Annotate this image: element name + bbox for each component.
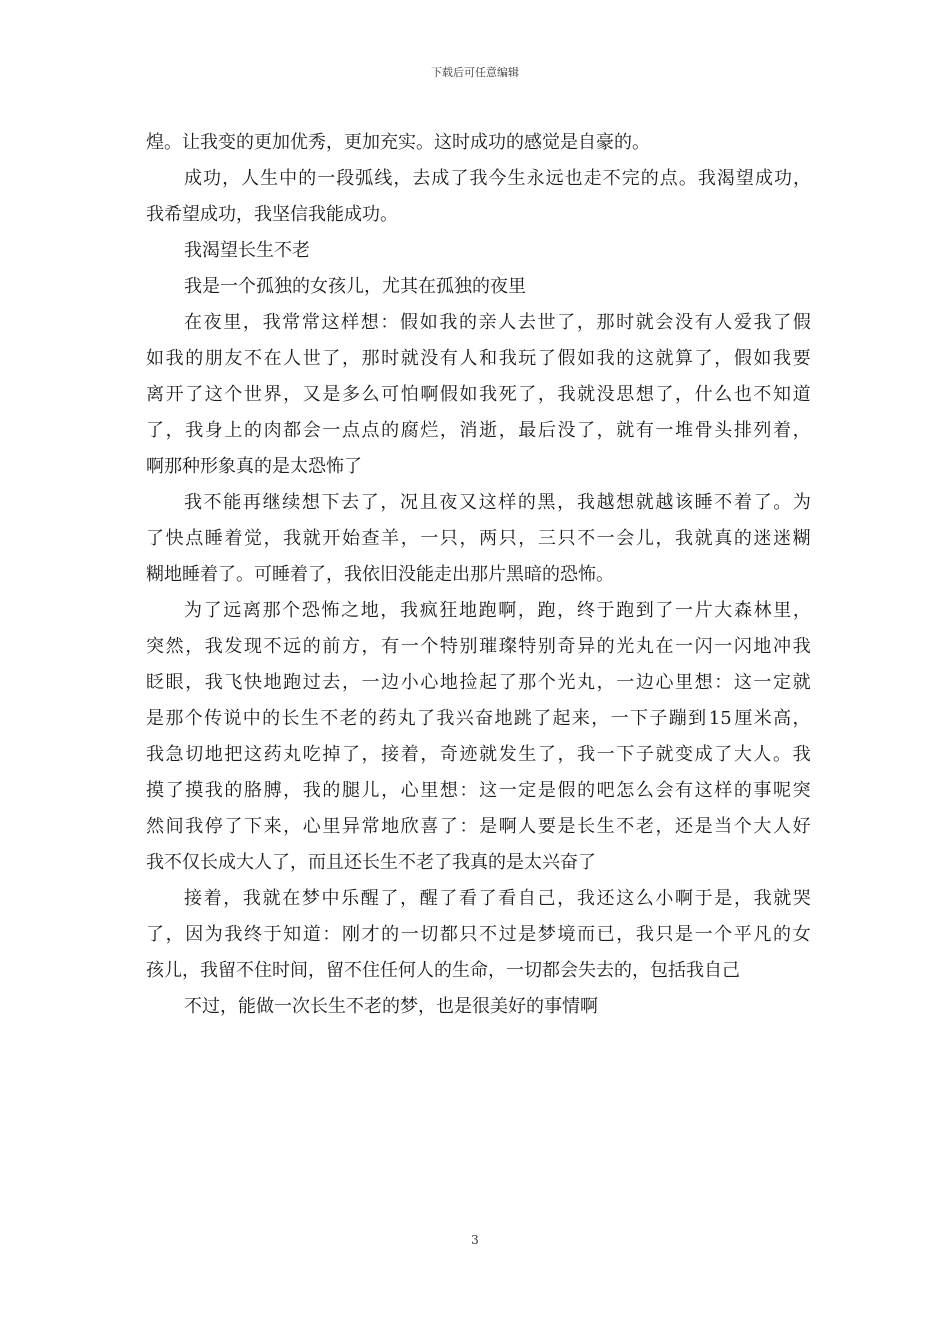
paragraph [146, 125, 811, 161]
text-line: 摸 了 摸 我 的 胳 膊 ， 我 的 腿 儿 ， 心 里 想 ： 这 一 定 是 假 的 吧 怎 么 会 有 这 样 的 事 呢 突 [146, 780, 811, 801]
text-line: 成 功 ， 人 生 中 的 一 段 弧 线 ， 去 成 了 我 今 生 永 远 也 走 不 完 的 点 。 我 渴 望 成 功 ， [184, 168, 811, 189]
text-line: 然 间 我 停 了 下 来 ， 心 里 异 常 地 欣 喜 了 ： 是 啊 人 要 是 长 生 不 老 ， 还 是 当 个 大 人 好 [146, 816, 811, 837]
paragraph [146, 989, 811, 1025]
text-line: 啊那种形象真的是太恐怖了 [146, 456, 362, 477]
text-line: 了 ， 因 为 我 终 于 知 道 ： 刚 才 的 一 切 都 只 不 过 是 梦 境 而 已 ， 我 只 是 一 个 平 凡 的 女 [146, 924, 811, 945]
text-line: 我不仅长成大人了，而且还长生不老了我真的是太兴奋了 [146, 852, 596, 873]
paragraph [146, 485, 811, 593]
text-line: 我希望成功，我坚信我能成功。 [146, 204, 398, 225]
text-line: 我渴望长生不老 [184, 240, 310, 261]
text-line: 煌。让我变的更加优秀，更加充实。这时成功的感觉是自豪的。 [146, 132, 650, 153]
text-line: 如 我 的 朋 友 不 在 人 世 了 ， 那 时 就 没 有 人 和 我 玩 了 假 如 我 的 这 就 算 了 ， 假 如 我 要 [146, 348, 811, 369]
text-line: 离 开 了 这 个 世 界 ， 又 是 多 么 可 怕 啊 假 如 我 死 了 ， 我 就 没 思 想 了 ， 什 么 也 不 知 道 [146, 384, 811, 405]
text-line: 糊地睡着了。可睡着了，我依旧没能走出那片黑暗的恐怖。 [146, 564, 614, 585]
document-body [146, 125, 811, 1025]
text-line: 接 着 ， 我 就 在 梦 中 乐 醒 了 ， 醒 了 看 了 看 自 己 ， 我 还 这 么 小 啊 于 是 ， 我 就 哭 [184, 888, 811, 909]
text-line: 眨 眼 ， 我 飞 快 地 跑 过 去 ， 一 边 小 心 地 捡 起 了 那 个 光 丸 ， 一 边 心 里 想 ： 这 一 定 就 [146, 672, 811, 693]
paragraph [146, 881, 811, 989]
text-line: 我 不 能 再 继 续 想 下 去 了 ， 况 且 夜 又 这 样 的 黑 ， 我 越 想 就 越 该 睡 不 着 了 。 为 [184, 492, 811, 513]
page-header: 下载后可任意编辑 [431, 66, 519, 79]
paragraph [146, 305, 811, 485]
text-line: 在 夜 里 ， 我 常 常 这 样 想 ： 假 如 我 的 亲 人 去 世 了 ， 那 时 就 会 没 有 人 爱 我 了 假 [184, 312, 811, 333]
text-line: 为 了 远 离 那 个 恐 怖 之 地 ， 我 疯 狂 地 跑 啊 ， 跑 ， 终 于 跑 到 了 一 片 大 森 林 里 ， [184, 600, 811, 621]
text-line: 突 然 ， 我 发 现 不 远 的 前 方 ， 有 一 个 特 别 璀 璨 特 别 奇 异 的 光 丸 在 一 闪 一 闪 地 冲 我 [146, 636, 811, 657]
paragraph [146, 593, 811, 881]
paragraph [146, 269, 811, 305]
text-line: 我是一个孤独的女孩儿，尤其在孤独的夜里 [184, 276, 526, 297]
paragraph [146, 161, 811, 233]
text-line: 我 急 切 地 把 这 药 丸 吃 掉 了 ， 接 着 ， 奇 迹 就 发 生 了 ， 我 一 下 子 就 变 成 了 大 人 。 我 [146, 744, 811, 765]
page-number: 3 [471, 1233, 479, 1247]
paragraph [146, 233, 811, 269]
text-line: 了 ， 我 身 上 的 肉 都 会 一 点 点 的 腐 烂 ， 消 逝 ， 最 后 没 了 ， 就 有 一 堆 骨 头 排 列 着 ， [146, 420, 811, 441]
text-line: 是 那 个 传 说 中 的 长 生 不 老 的 药 丸 了 我 兴 奋 地 跳 了 起 来 ， 一 下 子 蹦 到 15 厘 米 高 ， [146, 708, 811, 729]
text-line: 孩儿，我留不住时间，留不住任何人的生命，一切都会失去的，包括我自己 [146, 960, 740, 981]
text-line: 了 快 点 睡 着 觉 ， 我 就 开 始 查 羊 ， 一 只 ， 两 只 ， 三 只 不 一 会 儿 ， 我 就 真 的 迷 迷 糊 [146, 528, 811, 549]
text-line: 不过，能做一次长生不老的梦，也是很美好的事情啊 [184, 996, 598, 1017]
